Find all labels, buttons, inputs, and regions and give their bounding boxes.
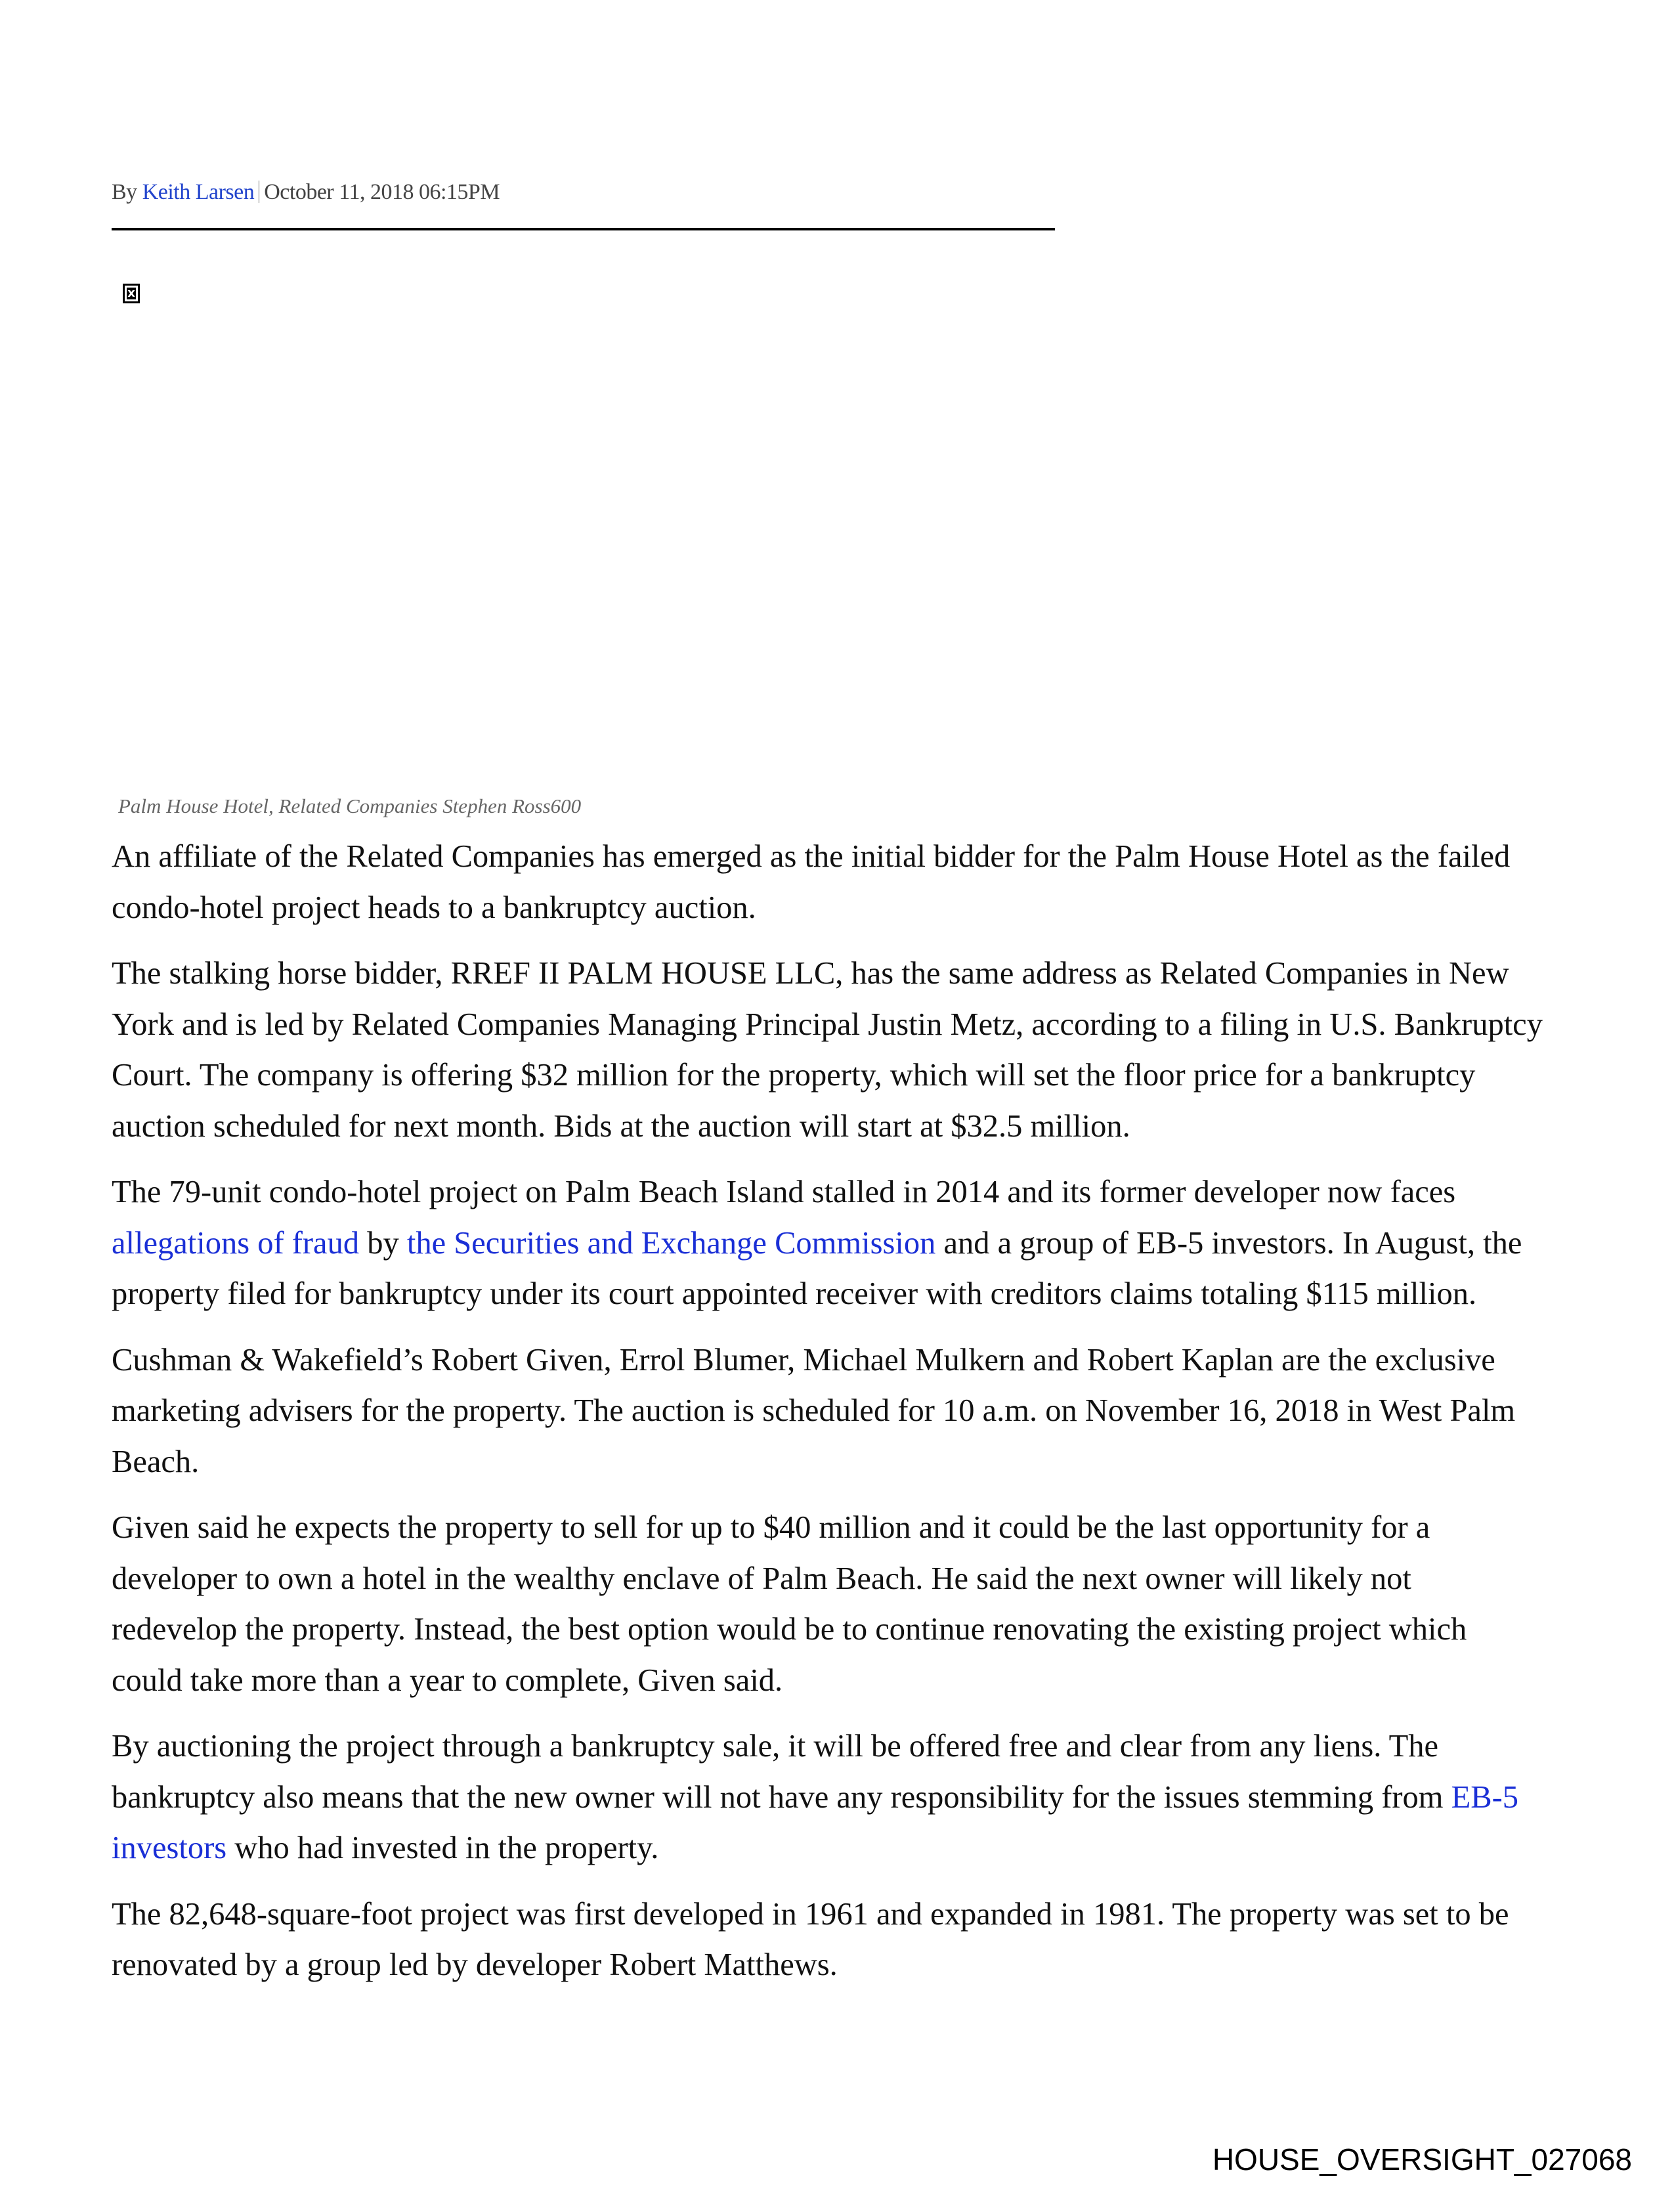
text: and a group of EB-5 investors. In August, the property filed for bankruptcy under its court appointed receiver with creditors claims totaling $115 million. (112, 1225, 1522, 1311)
sec-link[interactable]: the Securities and Exchange Commission (406, 1225, 936, 1261)
eb5-investors-link[interactable]: EB-5 investors (112, 1779, 1519, 1865)
paragraph: The 82,648-square-foot project was first developed in 1961 and expanded in 1981. The property was set to be renovated by a group led by developer Robert Matthews. (112, 1896, 1509, 1982)
paragraph (112, 1167, 1543, 1320)
text: who had invested in the property. (226, 1831, 659, 1865)
byline (112, 180, 500, 205)
allegations-of-fraud-link[interactable]: allegations of fraud (112, 1225, 360, 1261)
paragraph: Cushman & Wakefield’s Robert Given, Errol Blumer, Michael Mulkern and Robert Kaplan are the exclusive marketing advisers for the property. The auction is scheduled for 10 a.m. on November 16, 2018 in West Palm Beach. (112, 1342, 1516, 1479)
header-divider (112, 228, 1055, 230)
paragraph: Given said he expects the property to sell for up to $40 million and it could be the last opportunity for a developer to own a hotel in the wealthy enclave of Palm Beach. He said the next owner will likely not redevelop the property. Instead, the best option would be to continue renovating the existing project which could take more than a year to complete, Given said. (112, 1510, 1467, 1698)
publish-date: October 11, 2018 06:15PM (264, 180, 500, 204)
text: by (359, 1225, 407, 1261)
broken-image-icon: x (123, 284, 140, 303)
paragraph: The stalking horse bidder, RREF II PALM HOUSE LLC, has the same address as Related Companies in New York and is led by Related Companies Managing Principal Justin Metz, according to a filing in U.S. Bankruptcy Court. The company is offering $32 million for the property, which will set the floor price for a bankruptcy auction scheduled for next month. Bids at the auction will start at $32.5 million. (112, 956, 1543, 1144)
byline-prefix: By (112, 180, 137, 204)
article-body (112, 831, 1543, 2006)
text: The 79-unit condo-hotel project on Palm Beach Island stalled in 2014 and its former developer now faces (112, 1175, 1456, 1209)
author-link[interactable]: Keith Larsen (142, 180, 255, 204)
image-caption: Palm House Hotel, Related Companies Stephen Ross600 (118, 794, 582, 817)
bates-number: HOUSE_OVERSIGHT_027068 (1212, 2142, 1632, 2177)
paragraph: An affiliate of the Related Companies has emerged as the initial bidder for the Palm House Hotel as the failed condo-hotel project heads to a bankruptcy auction. (112, 839, 1511, 925)
text: By auctioning the project through a bankruptcy sale, it will be offered free and clear from any liens. The bankruptcy also means that the new owner will not have any responsibility for the issues stemming from (112, 1729, 1451, 1815)
paragraph (112, 1721, 1543, 1874)
